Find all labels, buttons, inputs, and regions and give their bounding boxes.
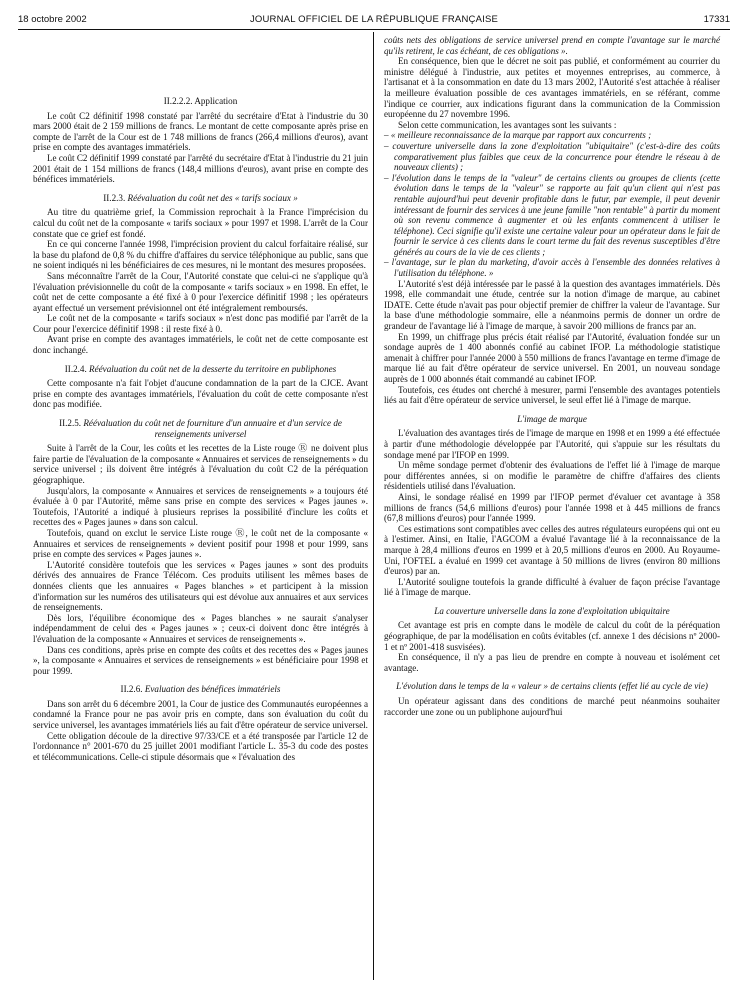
column-separator [373,32,374,980]
section-number: II.2.5. [59,418,82,429]
section-title: Réévaluation du coût net de fourniture d'un annuaire et d'un service de renseignements universel [83,418,342,439]
paragraph: En conséquence, il n'y a pas lieu de prendre en compte à nouveau et isolément cet avantage. [384,652,720,673]
list-item [384,141,720,173]
paragraph: Cette composante n'a fait l'objet d'aucune condamnation de la part de la CJCE. Avant prise en compte des avantages immatériels, l'évaluation du coût de cette composante n'est donc pas modifiée. [33,378,368,410]
section-title: Réévaluation du coût net des « tarifs sociaux » [127,192,298,203]
list-item-text: « meilleure reconnaissance de la marque par rapport aux concurrents ; [390,130,652,141]
paragraph: L'Autorité considère toutefois que les services « Pages jaunes » sont des produits dérivés des annuaires de France Télécom. Ces produits utilisent les mêmes bases de données clients que les annuaires « Pages blanches » et participent à la mission d'information sur les numéros des utilisateurs qui est dévolue aux annuaires et aux services de renseignements. [33,559,368,613]
section-title: La couverture universelle dans la zone d'exploitation ubiquitaire [434,605,670,616]
list-item-text: l'avantage, sur le plan du marketing, d'avoir accès à l'ensemble des données relatives à l'utilisation du téléphone. » [391,257,720,279]
section-heading [384,681,720,692]
section-number: II.2.6. [120,684,143,695]
paragraph: En conséquence, bien que le décret ne soit pas publié, et conformément au courrier du ministre délégué à l'industrie, aux petites et moyennes entreprises, au commerce, à l'artisanat et à la consommation en date du 13 mars 2002, l'Autorité s'est attachée à réaliser la meilleure évaluation possible de ces avantages immatériels, en se référant, comme l'indique ce courrier, aux indications figurant dans la communication de la Commission européenne du 27 novembre 1996. [384,56,720,120]
paragraph: Toutefois, ces études ont cherché à mesurer, parmi l'ensemble des avantages potentiels liés au fait d'être opérateur de service universel, le seul effet lié à l'image de marque. [384,384,720,406]
paragraph: En ce qui concerne l'année 1998, l'imprécision provient du calcul forfaitaire réalisé, sur la base du plafond de 0,8 % du chiffre d'affaires du service téléphonique au public, sans que ne soient indiqués ni les bénéficiaires de ces mesures, ni le montant des mesures proposées. [33,239,368,271]
section-number: II.2.3. [103,192,126,203]
section-title: Application [194,96,238,106]
paragraph: Jusqu'alors, la composante « Annuaires et services de renseignements » a toujours été évaluée à 0 par l'Autorité, même sans prise en compte des services « Pages jaunes ». Toutefois, l'Autorité a indiqué à plusieurs reprises la possibilité d'inclure les coûts et recettes des « Pages jaunes » dans son calcul. [33,485,368,528]
paragraph: En 1999, un chiffrage plus précis était réalisé par l'Autorité, évaluation fondée sur un sondage auprès de 1 400 abonnés confié au cabinet IFOP. La méthodologie statistique amenait à chiffrer pour l'année 2000 à 550 millions de francs l'avantage en terme d'image de marque lié au fait d'être opérateur de service universel. En 2001, un nouveau sondage auprès de 1 000 abonnés était commandé au cabinet IFOP. [384,331,720,384]
section-heading [33,684,368,695]
header-journal-title: JOURNAL OFFICIEL DE LA RÉPUBLIQUE FRANÇAISE [249,14,499,25]
list-item-text: l'évolution dans le temps de la "valeur" de certains clients ou groupes de clients (cette évolution dans le temps de la "valeur" se rapporte au fait qu'un client qui n'est pas rentable aujourd'hui peut devenir profitable dans le futur, par exemple, il peut devenir intéressant de fournir des services à une jeune famille "non rentable" à partir du moment où son revenu commence à augmenter et où les enfants commencent à utiliser le téléphone). Ceci signifie qu'il existe une certaine valeur pour un opérateur dans le fait de fournir le service à ces clients dans le court terme du fait des revenus susceptibles d'être générés au cours de la vie de ces clients ; [391,172,721,257]
paragraph: Sans méconnaître l'arrêt de la Cour, l'Autorité constate que celui-ci ne s'applique qu'à l'évaluation prévisionnelle du coût de la composante « tarifs sociaux » en 1998. En effet, le coût net de cette composante a été fixé à 0 pour l'exercice définitif 1998 ; les opérateurs ayant effectué un versement prévisionnel ont été intégralement remboursés. [33,270,368,313]
page-header [18,14,730,28]
paragraph: Ainsi, le sondage réalisé en 1999 par l'IFOP permet d'évaluer cet avantage à 358 millions de francs (54,6 millions d'euros) pour l'année 1998 et à 445 millions de francs (67,8 millions d'euros) pour l'année 1999. [384,491,720,524]
paragraph: Dans son arrêt du 6 décembre 2001, la Cour de justice des Communautés européennes a condamné la France pour ne pas avoir pris en compte, dans son évaluation du coût du service universel, les avantages immatériels liés au fait d'être opérateur de service universel. [33,698,368,731]
list-item [384,130,720,141]
paragraph: coûts nets des obligations de service universel prend en compte l'avantage sur le marché qu'ils retirent, le cas échéant, de ces obligations ». [384,35,720,56]
section-title: L'image de marque [517,413,587,424]
paragraph: Avant prise en compte des avantages immatériels, le coût net de cette composante est donc inchangé. [33,334,368,356]
paragraph: Suite à l'arrêt de la Cour, les coûts et les recettes de la Liste rouge Ⓡ ne doivent plus faire partie de l'évaluation de la composante « Annuaires et services de renseignements » du service universel ; ils doivent être intégrés à l'évaluation du coût C2 de la péréquation géographique. [33,443,368,485]
section-title: Réévaluation du coût net de la desserte du territoire en publiphones [89,363,337,374]
header-rule [18,29,730,30]
left-column [33,88,368,762]
paragraph: L'Autorité s'est déjà intéressée par le passé à la question des avantages immatériels. Dès 1998, elle commandait une étude, centrée sur la notion d'image de marque, au cabinet IDATE. Cette étude n'avait pas pour objectif premier de chiffrer la valeur de l'avantage. Sur la base d'une méthodologie sommaire, elle a néanmoins permis de donner un ordre de grandeur de l'avantage lié à l'image de marque, à savoir 200 millions de francs par an. [384,278,720,332]
list-item-text: couverture universelle dans la zone d'exploitation "ubiquitaire" (c'est-à-dire des coûts comparativement plus faibles que ceux de la concurrence pour étendre le réseau à de nouveaux clients) ; [392,140,720,173]
header-page-number: 17331 [703,14,730,25]
section-title: L'évolution dans le temps de la « valeur » de certains clients (effet lié au cycle de vie) [396,681,708,692]
paragraph: Le coût C2 définitif 1998 constaté par l'arrêté du secrétaire d'Etat à l'industrie du 30 mars 2000 était de 2 159 millions de francs. Le montant de cette composante après prise en compte de l'arrêt de la Cour est de 1 748 millions de francs (266,4 millions d'euros), avant prise en compte des avantages immatériels. [33,110,368,153]
section-title: Evaluation des bénéfices immatériels [144,684,281,695]
paragraph: Le coût C2 définitif 1999 constaté par l'arrêté du secrétaire d'Etat à l'industrie du 21 juin 2001 était de 1 154 millions de francs (148,4 millions d'euros), avant prise en compte des bénéfices immatériels. [33,152,368,185]
paragraph: Toutefois, quand on exclut le service Liste rouge Ⓡ, le coût net de la composante « Annuaires et services de renseignements » devient positif pour 1998 et pour 1999, sans prise en compte des services « Pages jaunes ». [33,527,368,560]
paragraph: Selon cette communication, les avantages sont les suivants : [398,119,617,130]
paragraph: Dès lors, l'équilibre économique des « Pages blanches » ne saurait s'analyser indépendamment de celui des « Pages jaunes » ; ceux-ci doivent donc être intégrés à l'évaluation de la composante « Annuaires et services de renseignements ». [33,612,368,644]
paragraph: Un même sondage permet d'obtenir des évaluations de l'effet lié à l'image de marque pour différentes années, si on modifie le paramètre de chiffre d'affaires des clients résidentiels utilisé dans l'évaluation. [384,460,720,492]
section-heading [384,414,720,425]
section-number: II.2.2.2. [163,96,193,106]
section-heading [33,193,368,204]
paragraph: Au titre du quatrième grief, la Commission reprochait à la France l'imprécision du calcul du coût net de la composante « tarifs sociaux » pour 1997 et 1998. L'arrêt de la Cour constate que ce grief est fondé. [33,207,368,239]
paragraph: Cet avantage est pris en compte dans le modèle de calcul du coût de la péréquation géographique, de par la modélisation en coûts évitables (cf. annexe 1 des décisions nº 2000-1 et nº 2001-418 susvisées). [384,620,720,652]
section-heading [384,606,720,617]
paragraph: Cette obligation découle de la directive 97/33/CE et a été transposée par l'article 12 de l'ordonnance n° 2001-670 du 25 juillet 2001 modifiant l'article L. 35-3 du code des postes et télécommunications. Celle-ci stipule désormais que « l'évaluation des [33,730,368,762]
paragraph: L'évaluation des avantages tirés de l'image de marque en 1998 et en 1999 a été effectuée à partir d'une méthodologie développée par l'Autorité, qui s'appuie sur les résultats du sondage mené par l'IFOP en 1999. [384,428,720,460]
paragraph: Dans ces conditions, après prise en compte des coûts et des recettes des « Pages jaunes », la composante « Annuaires et services de renseignements » est bénéficiaire pour 1998 et pour 1999. [33,644,368,676]
list-item [384,257,720,278]
list-item [384,173,720,258]
paragraph: L'Autorité souligne toutefois la grande difficulté à évaluer de façon précise l'avantage lié à l'image de marque. [384,576,720,598]
section-number: II.2.4. [64,363,87,374]
section-heading [33,418,368,439]
paragraph: Le coût net de la composante « tarifs sociaux » n'est donc pas modifié par l'arrêt de la Cour pour l'exercice définitif 1998 : il reste fixé à 0. [33,313,368,334]
header-date: 18 octobre 2002 [18,14,87,25]
section-heading [33,364,368,375]
section-heading [33,96,368,107]
right-column [384,35,720,717]
paragraph: Un opérateur agissant dans des conditions de marché peut néanmoins souhaiter raccorder une zone ou un publiphone aujourd'hui [384,696,720,717]
paragraph: Ces estimations sont compatibles avec celles des autres régulateurs européens qui ont eu à l'estimer. Ainsi, en Italie, l'AGCOM a évalué l'avantage lié à la reconnaissance de la marque à 28,4 millions d'euros en 1999 et à 20,5 millions d'euros en 2000. Au Royaume-Uni, l'OFTEL a évalué en 1999 cet avantage à 50 millions de livres (environ 80 millions d'euros) par an. [384,523,720,577]
